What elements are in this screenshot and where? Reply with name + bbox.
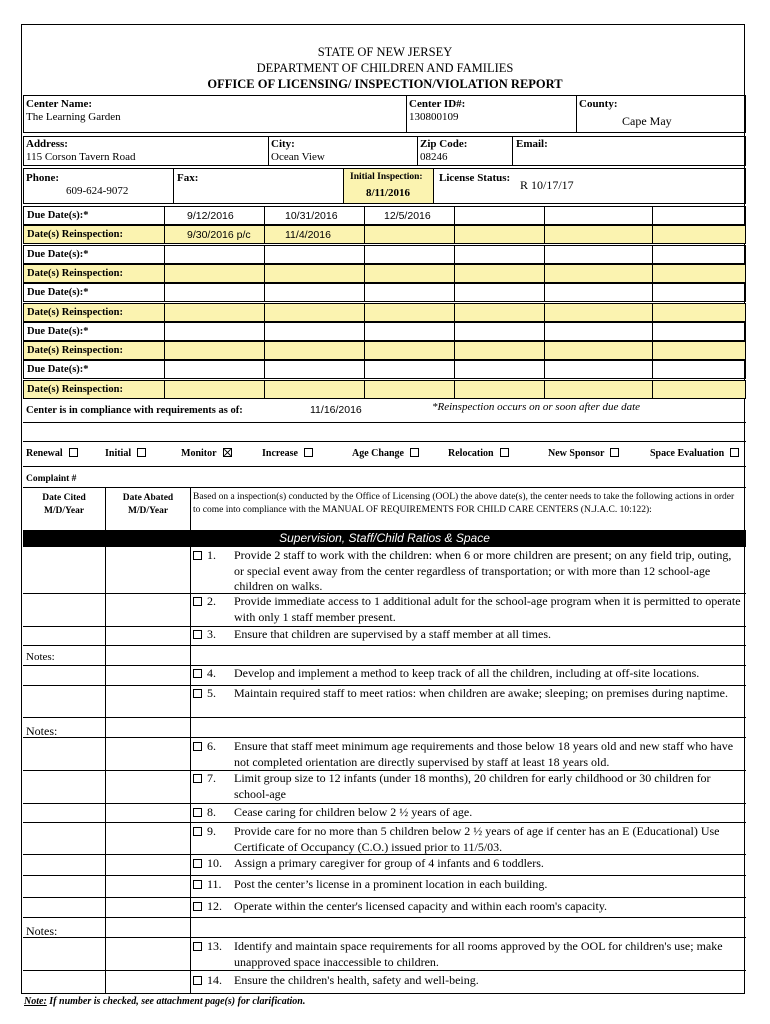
- option-label: Relocation: [448, 448, 494, 459]
- requirement-number: [193, 627, 233, 643]
- requirement-number: [193, 739, 233, 755]
- option-label: Monitor: [181, 448, 217, 459]
- checkbox-icon[interactable]: [193, 827, 202, 836]
- date-cell[interactable]: 9/12/2016: [187, 210, 234, 222]
- reinspection-row: [23, 303, 746, 322]
- option-monitor[interactable]: [181, 448, 232, 459]
- reinspection-label: Date(s) Reinspection:: [27, 229, 123, 241]
- requirement-text: Cease caring for children below 2 ½ years of age.: [234, 805, 473, 819]
- county-label: County:: [579, 98, 618, 110]
- checkbox-icon[interactable]: [610, 448, 619, 457]
- option-label: New Sponsor: [548, 448, 605, 459]
- requirement-number: [193, 856, 233, 872]
- requirement-text: Assign a primary caregiver for group of 4 infants and 6 toddlers.: [234, 856, 544, 870]
- requirement-text: Identify and maintain space requirements for all rooms approved by the OOL for children's use; make unapproved space inaccessible to children.: [234, 939, 723, 969]
- requirement-number: [193, 594, 233, 610]
- requirement-text: Provide 2 staff to work with the children: when 6 or more children are present; on any field trip, outing, or special event away from the center regardless of transportation; or with more than 12 school-age children on walks.: [234, 548, 732, 593]
- requirement-number-text: 14.: [207, 973, 222, 987]
- requirement-number-text: 13.: [207, 939, 222, 953]
- compliance-date-field[interactable]: 11/16/2016: [310, 404, 362, 416]
- requirement-number-text: 7.: [207, 771, 216, 785]
- requirement-text: Ensure that children are supervised by a staff member at all times.: [234, 627, 552, 641]
- requirement-text: Operate within the center's licensed capacity and within each room's capacity.: [234, 899, 608, 913]
- reinspection-label: Date(s) Reinspection:: [27, 383, 123, 395]
- requirement-text: Develop and implement a method to keep track of all the children, including at off-site locations.: [234, 666, 700, 680]
- zip-label: Zip Code:: [420, 138, 468, 150]
- license-status-label: License Status:: [439, 172, 511, 184]
- checkbox-icon[interactable]: [730, 448, 739, 457]
- checkbox-icon[interactable]: [223, 448, 232, 457]
- checkbox-icon[interactable]: [193, 669, 202, 678]
- intro-text: Based on a inspection(s) conducted by the Office of Licensing (OOL) the above date(s), the center needs to take the following actions in order to come into compliance with the MANUAL OF REQUIREMENTS FOR CHILD CARE CENTERS (N.J.A.C. 10:122):: [193, 492, 735, 515]
- option-relocation[interactable]: [448, 448, 509, 459]
- due-date-label: Due Date(s):*: [27, 248, 89, 260]
- due-date-row: [23, 322, 746, 341]
- date-cell[interactable]: 12/5/2016: [384, 210, 431, 222]
- requirement-number: [193, 666, 233, 682]
- center-name-field[interactable]: The Learning Garden: [26, 111, 121, 123]
- option-label: Increase: [262, 448, 298, 459]
- report-title: OFFICE OF LICENSING/ INSPECTION/VIOLATION REPORT: [207, 77, 563, 91]
- due-date-label: Due Date(s):*: [27, 325, 89, 337]
- checkbox-icon[interactable]: [193, 942, 202, 951]
- requirement-number-text: 12.: [207, 899, 222, 913]
- requirement-number-text: 10.: [207, 856, 222, 870]
- requirement-number-text: 5.: [207, 686, 216, 700]
- checkbox-icon[interactable]: [193, 774, 202, 783]
- requirement-number: [193, 899, 233, 915]
- requirement-number-text: 1.: [207, 548, 216, 562]
- option-renewal[interactable]: [26, 448, 78, 459]
- date-cell[interactable]: 9/30/2016 p/c: [187, 229, 251, 242]
- date-cited-header: Date Cited M/D/Year: [42, 493, 86, 516]
- due-date-row: [23, 283, 746, 302]
- option-label: Renewal: [26, 448, 63, 459]
- due-date-row: [23, 206, 746, 225]
- checkbox-icon[interactable]: [193, 859, 202, 868]
- option-increase[interactable]: [262, 448, 313, 459]
- initial-inspection-field[interactable]: 8/11/2016: [366, 187, 411, 199]
- requirement-number-text: 11.: [207, 877, 222, 891]
- requirement-number-text: 6.: [207, 739, 216, 753]
- email-label: Email:: [516, 138, 548, 150]
- initial-inspection-label: Initial Inspection:: [350, 172, 423, 182]
- address-field[interactable]: 115 Corson Tavern Road: [26, 151, 136, 163]
- requirement-number: [193, 805, 233, 821]
- requirement-text: Ensure the children's health, safety and well-being.: [234, 973, 479, 987]
- checkbox-icon[interactable]: [193, 808, 202, 817]
- due-date-label: Due Date(s):*: [27, 287, 89, 299]
- reinspection-label: Date(s) Reinspection:: [27, 306, 123, 318]
- requirement-number: [193, 548, 233, 564]
- checkbox-icon[interactable]: [137, 448, 146, 457]
- option-label: Space Evaluation: [650, 448, 725, 459]
- requirement-number-text: 3.: [207, 627, 216, 641]
- checkbox-icon[interactable]: [193, 742, 202, 751]
- city-label: City:: [271, 138, 295, 150]
- checkbox-icon[interactable]: [193, 880, 202, 889]
- due-date-label: Due Date(s):*: [27, 364, 89, 376]
- requirement-number: [193, 973, 233, 989]
- requirement-text: Limit group size to 12 infants (under 18 months), 20 children for early childhood or 30 children for school-age: [234, 771, 711, 801]
- notes-label: Notes:: [26, 724, 58, 738]
- reinspection-label: Date(s) Reinspection:: [27, 345, 123, 357]
- checkbox-icon[interactable]: [193, 902, 202, 911]
- requirement-number: [193, 939, 233, 955]
- notes-label: Notes:: [26, 651, 55, 663]
- date-abated-header: Date Abated M/D/Year: [122, 493, 174, 516]
- zip-field[interactable]: 08246: [420, 151, 448, 163]
- requirement-text: Provide care for no more than 5 children below 2 ½ years of age if center has an E (Educational) Use Certificate of Occupancy (C.O.) issued prior to 11/5/03.: [234, 824, 720, 854]
- footer-note: [24, 996, 305, 1007]
- requirement-number: [193, 824, 233, 840]
- section-title: Supervision, Staff/Child Ratios & Space: [23, 530, 746, 547]
- checkbox-icon[interactable]: [69, 448, 78, 457]
- checkbox-icon[interactable]: [410, 448, 419, 457]
- center-name-label: Center Name:: [26, 98, 93, 110]
- requirement-number-text: 2.: [207, 594, 216, 608]
- requirement-number: [193, 771, 233, 787]
- reinspection-row: [23, 380, 746, 399]
- date-cell[interactable]: 11/4/2016: [285, 229, 331, 242]
- state-title: STATE OF NEW JERSEY: [317, 45, 453, 59]
- footer-note-label: Note:: [24, 996, 47, 1007]
- option-new-sponsor[interactable]: [548, 448, 619, 459]
- checkbox-icon[interactable]: [193, 597, 202, 606]
- requirement-text: Ensure that staff meet minimum age requirements and those below 18 years old and new staff who have not completed orientation are directly supervised by staff at least 18 years old.: [234, 739, 734, 769]
- requirement-text: Maintain required staff to meet ratios: when children are awake; sleeping; on premises during naptime.: [234, 686, 728, 700]
- fax-label: Fax:: [177, 172, 199, 184]
- reinspection-row: [23, 225, 746, 244]
- footer-note-text: If number is checked, see attachment page(s) for clarification.: [46, 996, 306, 1007]
- option-space-evaluation[interactable]: [650, 448, 739, 459]
- requirement-number-text: 9.: [207, 824, 216, 838]
- reinspection-row: [23, 341, 746, 360]
- requirement-number-text: 4.: [207, 666, 216, 680]
- reinspection-label: Date(s) Reinspection:: [27, 267, 123, 279]
- requirement-number: [193, 686, 233, 702]
- due-date-row: [23, 360, 746, 379]
- checkbox-icon[interactable]: [500, 448, 509, 457]
- requirement-number: [193, 877, 233, 893]
- option-initial[interactable]: [105, 448, 146, 459]
- checkbox-icon[interactable]: [193, 976, 202, 985]
- checkbox-icon[interactable]: [193, 551, 202, 560]
- option-label: Initial: [105, 448, 132, 459]
- license-status-field[interactable]: R 10/17/17: [520, 178, 574, 192]
- center-id-field[interactable]: 130800109: [409, 111, 459, 123]
- county-field[interactable]: Cape May: [622, 114, 672, 128]
- complaint-label: Complaint #: [26, 474, 77, 484]
- date-cell[interactable]: 10/31/2016: [285, 210, 338, 222]
- address-label: Address:: [26, 138, 68, 150]
- notes-label: Notes:: [26, 924, 58, 938]
- requirement-text: Post the center’s license in a prominent location in each building.: [234, 877, 548, 891]
- due-date-label: Due Date(s):*: [27, 210, 89, 221]
- checkbox-icon[interactable]: [193, 630, 202, 639]
- checkbox-icon[interactable]: [193, 689, 202, 698]
- phone-label: Phone:: [26, 172, 59, 184]
- center-id-label: Center ID#:: [409, 98, 466, 110]
- department-title: DEPARTMENT OF CHILDREN AND FAMILIES: [256, 61, 514, 75]
- requirement-text: Provide immediate access to 1 additional adult for the school-age program when it is permitted to operate with only 1 staff member present.: [234, 594, 741, 624]
- reinspection-note: *Reinspection occurs on or soon after due date: [432, 401, 641, 413]
- checkbox-icon[interactable]: [304, 448, 313, 457]
- phone-field[interactable]: 609-624-9072: [66, 185, 129, 197]
- requirement-number-text: 8.: [207, 805, 216, 819]
- reinspection-row: [23, 264, 746, 283]
- city-field[interactable]: Ocean View: [271, 151, 325, 163]
- due-date-row: [23, 245, 746, 264]
- option-label: Age Change: [352, 448, 404, 459]
- compliance-label: Center is in compliance with requirements as of:: [26, 405, 243, 416]
- option-age-change[interactable]: [352, 448, 419, 459]
